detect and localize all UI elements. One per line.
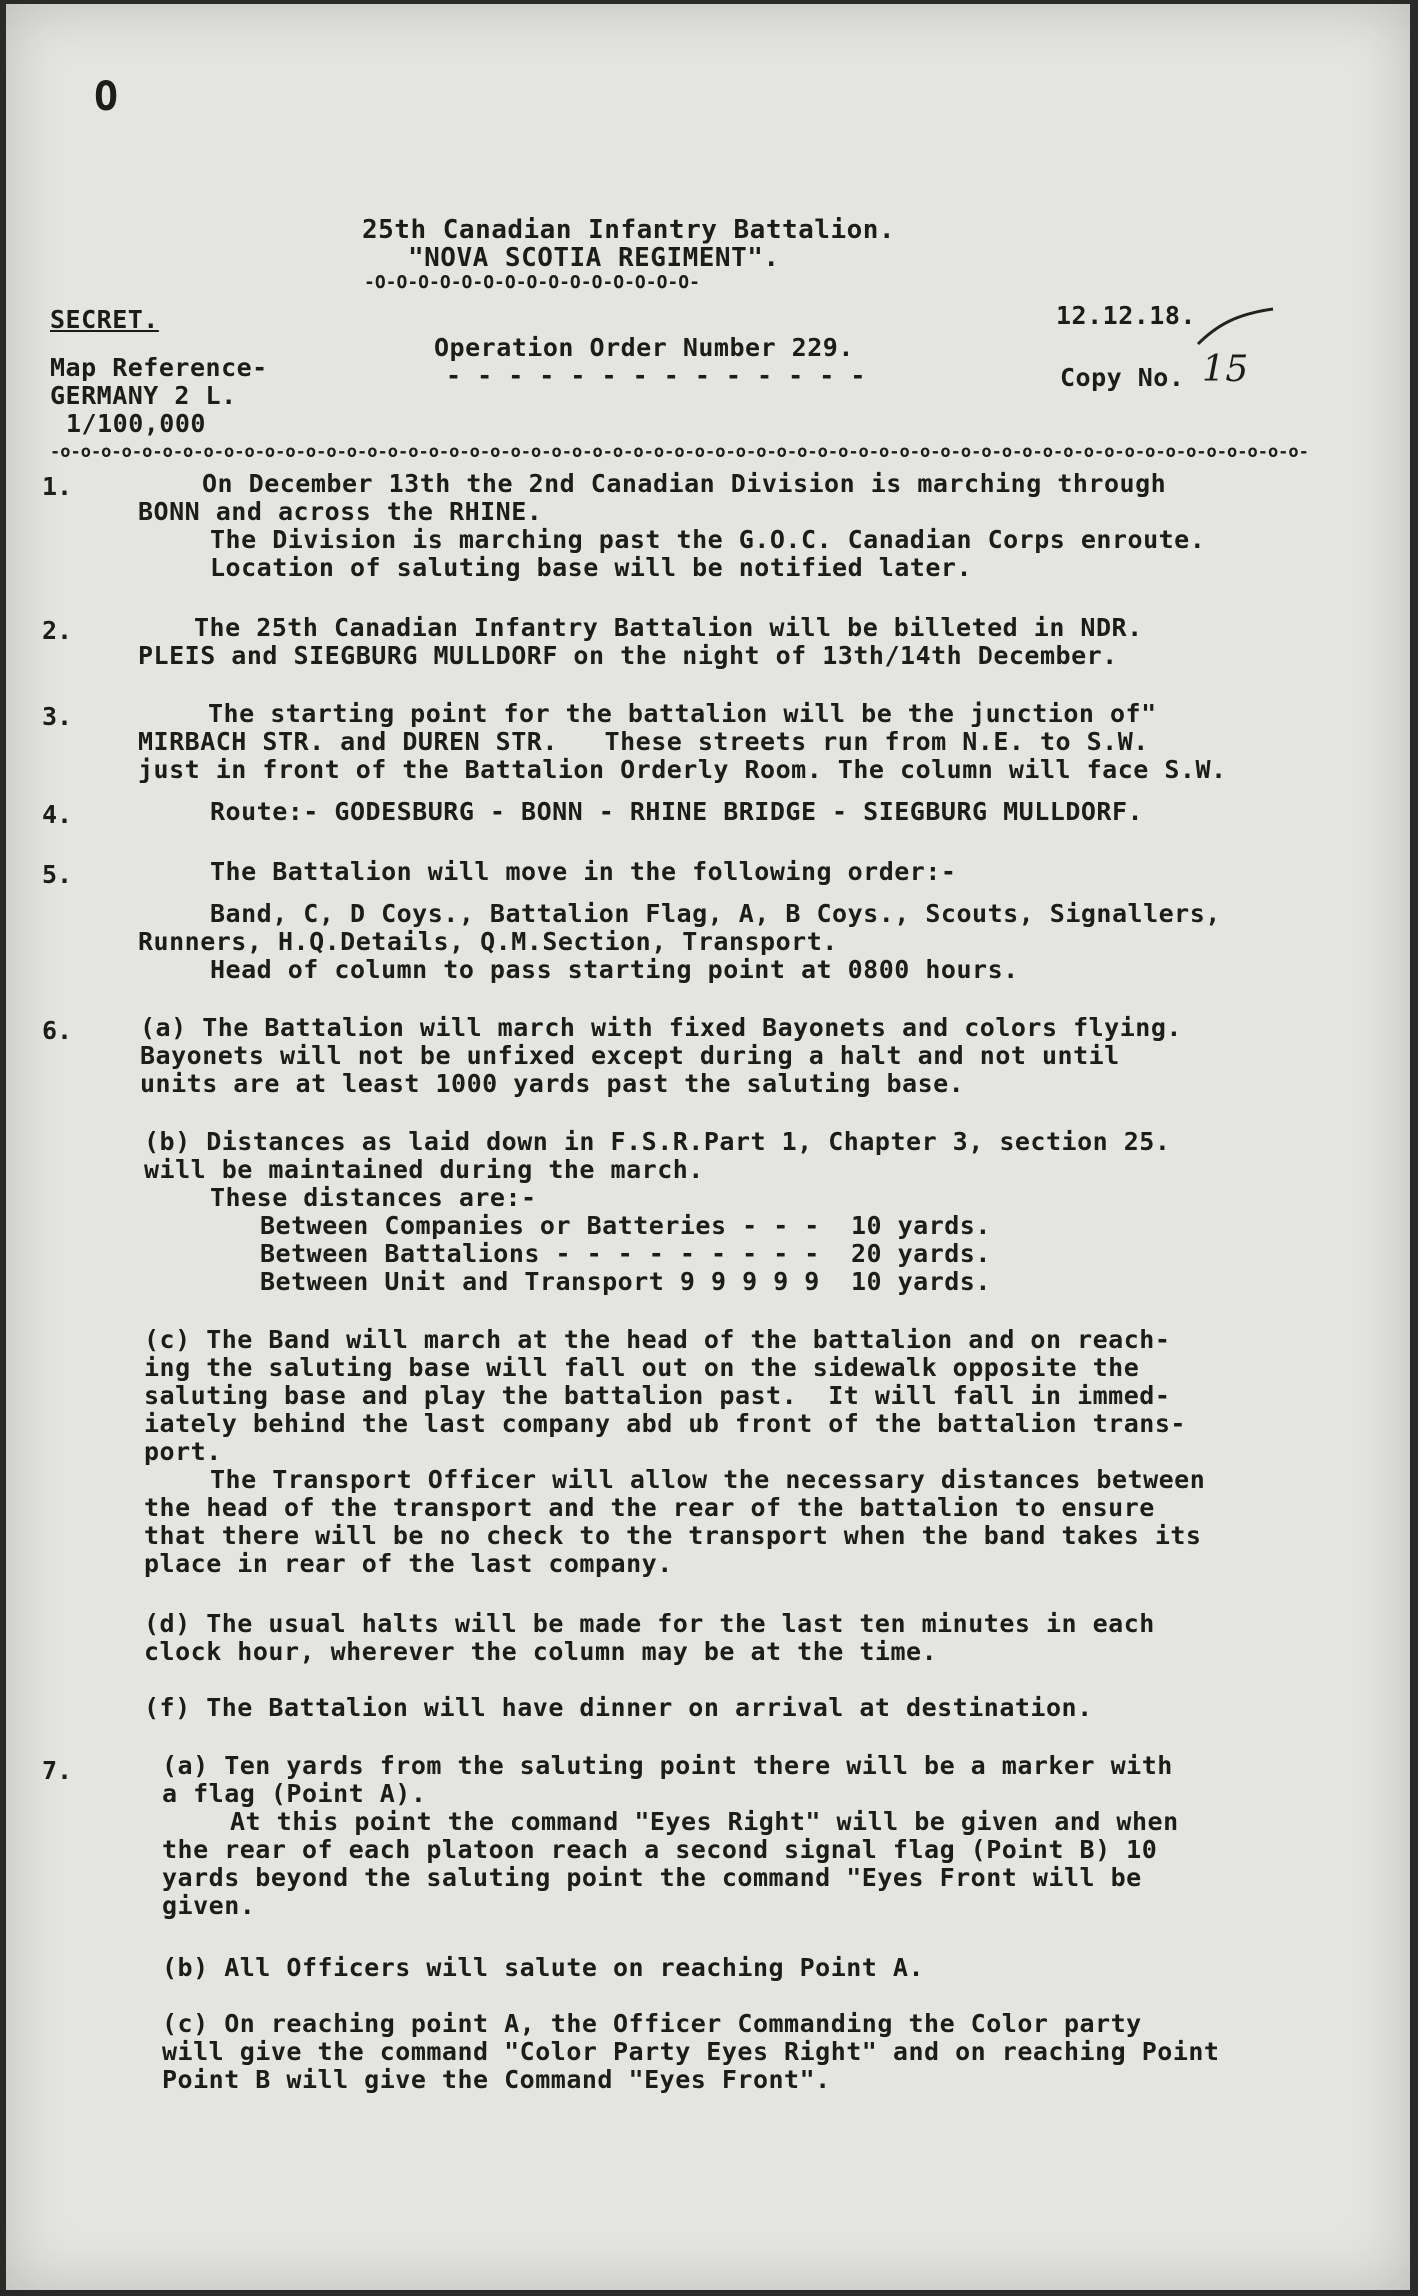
map-reference-scale: 1/100,000 (66, 409, 206, 438)
text-line: (a) Ten yards from the saluting point there will be a marker with (162, 1751, 1173, 1780)
text-line: the rear of each platoon reach a second signal flag (Point B) 10 (162, 1835, 1158, 1864)
text-line: will give the command "Color Party Eyes Right" and on reaching Point (162, 2037, 1220, 2066)
text-line: (d) The usual halts will be made for the last ten minutes in each (144, 1609, 1155, 1638)
text-line: Route:- GODESBURG - BONN - RHINE BRIDGE - SIEGBURG MULLDORF. (210, 797, 1144, 826)
unit-name: 25th Canadian Infantry Battalion. (362, 215, 896, 245)
paragraph-number: 1. (42, 472, 73, 501)
text-line: On December 13th the 2nd Canadian Division is marching through (202, 469, 1167, 498)
text-line: the head of the transport and the rear of the battalion to ensure (144, 1493, 1155, 1522)
secret-label: SECRET. (50, 305, 159, 334)
text-line: BONN and across the RHINE. (138, 497, 543, 526)
section-rule: -o-o-o-o-o-o-o-o-o-o-o-o-o-o-o-o-o-o-o-o-o-o-o-o-o-o-o-o-o-o-o-o-o-o-o-o-o-o-o-o-o-o-o-o-o-o-o-o-o-o-o-o-o-o-o-o-o-o-o-o-o- (50, 442, 1309, 462)
paragraph-number: 5. (42, 860, 73, 889)
header-rule: -O-O-O-O-O-O-O-O-O-O-O-O-O-O-O- (364, 272, 700, 293)
text-line: (a) The Battalion will march with fixed Bayonets and colors flying. (140, 1013, 1182, 1042)
text-line: The 25th Canadian Infantry Battalion will be billeted in NDR. (194, 613, 1143, 642)
text-line: that there will be no check to the transport when the band takes its (144, 1521, 1202, 1550)
distance-row: Between Companies or Batteries - - - 10 yards. (260, 1211, 991, 1240)
title-underline: - - - - - - - - - - - - - - (446, 361, 866, 390)
text-line: (b) Distances as laid down in F.S.R.Part 1, Chapter 3, section 25. (144, 1127, 1171, 1156)
map-reference-sheet: GERMANY 2 L. (50, 381, 237, 410)
text-line: These distances are:- (210, 1183, 537, 1212)
text-line: clock hour, wherever the column may be at the time. (144, 1637, 938, 1666)
paragraph-number: 3. (42, 702, 73, 731)
text-line: PLEIS and SIEGBURG MULLDORF on the night of 13th/14th December. (138, 641, 1118, 670)
text-line: Bayonets will not be unfixed except during a halt and not until (140, 1041, 1120, 1070)
copy-label: Copy No. (1060, 363, 1185, 392)
text-line: (f) The Battalion will have dinner on arrival at destination. (144, 1693, 1093, 1722)
text-line: (c) The Band will march at the head of the battalion and on reach- (144, 1325, 1171, 1354)
handwritten-stroke-icon (1188, 304, 1278, 390)
distance-row: Between Unit and Transport 9 9 9 9 9 10 yards. (260, 1267, 991, 1296)
text-line: units are at least 1000 yards past the saluting base. (140, 1069, 965, 1098)
text-line: will be maintained during the march. (144, 1155, 704, 1184)
paragraph-number: 2. (42, 616, 73, 645)
copy-number: 15 (1202, 349, 1249, 390)
order-title: Operation Order Number 229. (434, 333, 854, 362)
order-date: 12.12.18. (1056, 301, 1196, 330)
text-line: ing the saluting base will fall out on the sidewalk opposite the (144, 1353, 1140, 1382)
text-line: port. (144, 1437, 222, 1466)
text-line: just in front of the Battalion Orderly Room. The column will face S.W. (138, 755, 1227, 784)
text-line: The Transport Officer will allow the necessary distances between (210, 1465, 1206, 1494)
text-line: The Division is marching past the G.O.C. Canadian Corps enroute. (210, 525, 1206, 554)
paragraph-number: 4. (42, 800, 73, 829)
text-line: given. (162, 1891, 256, 1920)
text-line: (b) All Officers will salute on reaching Point A. (162, 1953, 925, 1982)
text-line: At this point the command "Eyes Right" will be given and when (230, 1807, 1179, 1836)
text-line: yards beyond the saluting point the command "Eyes Front will be (162, 1863, 1142, 1892)
text-line: a flag (Point A). (162, 1779, 427, 1808)
text-line: Band, C, D Coys., Battalion Flag, A, B Coys., Scouts, Signallers, (210, 899, 1221, 928)
paragraph-number: 7. (42, 1756, 73, 1785)
text-line: Runners, H.Q.Details, Q.M.Section, Transport. (138, 927, 838, 956)
document-page (6, 4, 1410, 2290)
text-line: MIRBACH STR. and DUREN STR. These streets run from N.E. to S.W. (138, 727, 1149, 756)
text-line: Point B will give the Command "Eyes Front". (162, 2065, 831, 2094)
text-line: place in rear of the last company. (144, 1549, 673, 1578)
distance-row: Between Battalions - - - - - - - - - 20 yards. (260, 1239, 991, 1268)
text-line: Head of column to pass starting point at 0800 hours. (210, 955, 1019, 984)
text-line: Location of saluting base will be notified later. (210, 553, 973, 582)
regiment-name: "NOVA SCOTIA REGIMENT". (408, 243, 780, 273)
text-line: The Battalion will move in the following order:- (210, 857, 957, 886)
text-line: (c) On reaching point A, the Officer Commanding the Color party (162, 2009, 1142, 2038)
paragraph-number: 6. (42, 1016, 73, 1045)
text-line: iately behind the last company abd ub front of the battalion trans- (144, 1409, 1186, 1438)
text-line: The starting point for the battalion will be the junction of" (208, 699, 1157, 728)
text-line: saluting base and play the battalion past. It will fall in immed- (144, 1381, 1171, 1410)
map-reference-label: Map Reference- (50, 353, 268, 382)
punch-hole-mark: O (94, 74, 119, 120)
